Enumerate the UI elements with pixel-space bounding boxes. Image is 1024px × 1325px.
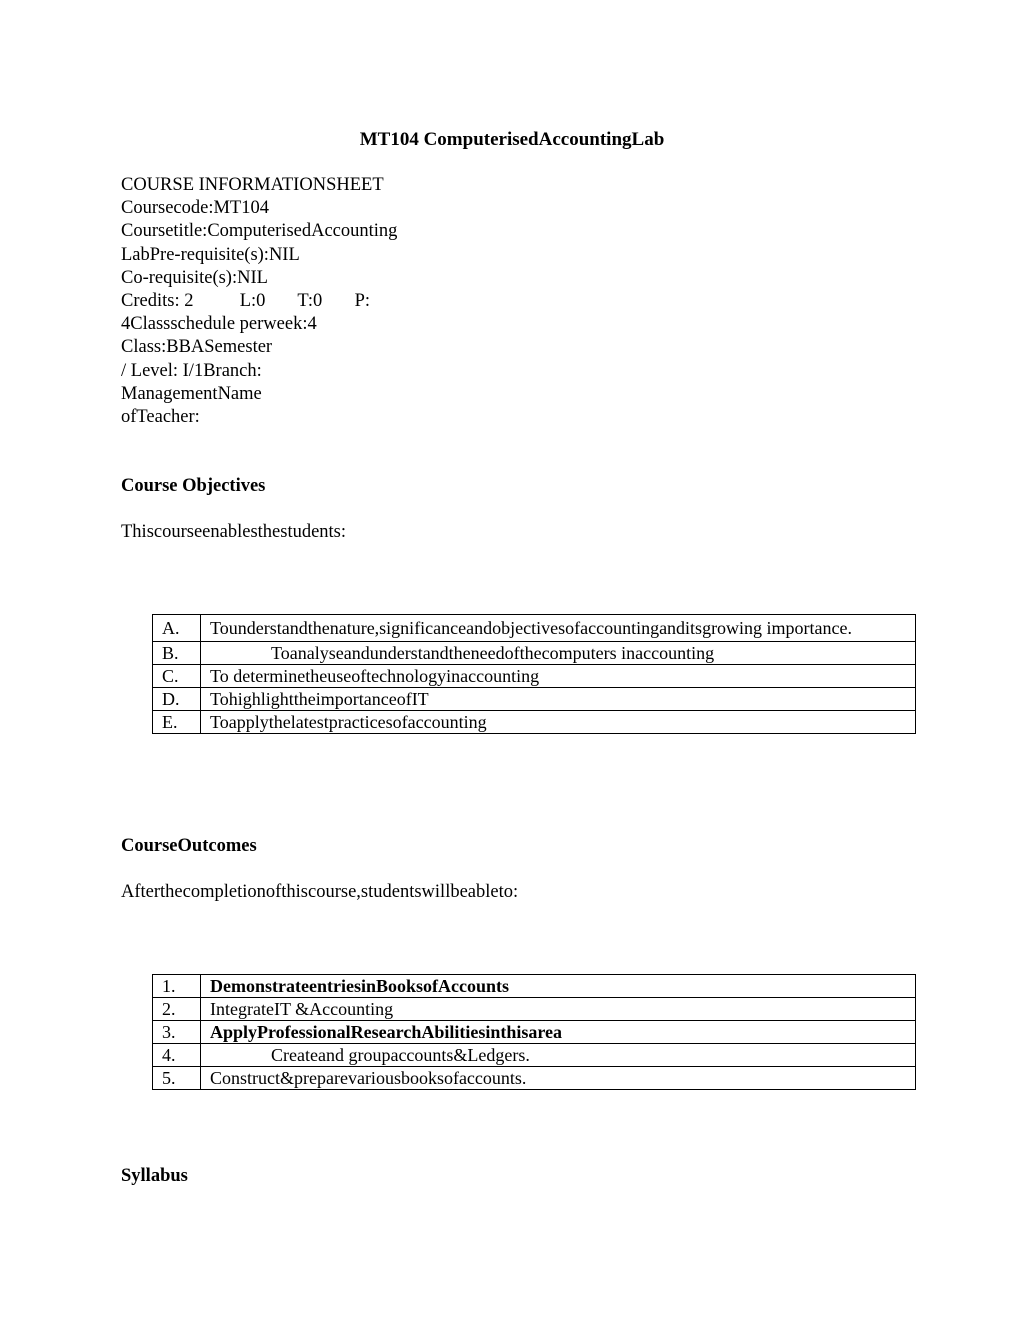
row-key: A. <box>153 615 201 642</box>
info-line: ManagementName <box>121 383 262 404</box>
info-line: / Level: I/1Branch: <box>121 360 262 381</box>
objectives-heading: Course Objectives <box>121 476 266 496</box>
table-row <box>153 615 916 642</box>
info-line: COURSE INFORMATIONSHEET <box>121 175 384 195</box>
course-information <box>121 174 397 429</box>
row-text: DemonstrateentriesinBooksofAccounts <box>201 975 916 998</box>
row-text: Toapplythelatestpracticesofaccounting <box>201 711 916 734</box>
table-row <box>153 998 916 1021</box>
row-text: ApplyProfessionalResearchAbilitiesinthisarea <box>201 1021 916 1044</box>
row-text: TohighlighttheimportanceofIT <box>201 688 916 711</box>
row-text: Construct&preparevariousbooksofaccounts. <box>201 1067 916 1090</box>
table-row <box>153 975 916 998</box>
info-line: Class:BBASemester <box>121 337 273 358</box>
row-key: 5. <box>153 1067 201 1090</box>
info-line: Co-requisite(s):NIL <box>121 267 268 288</box>
row-text: Toanalyseandunderstandtheneedofthecomputers inaccounting <box>201 642 916 665</box>
row-key: D. <box>153 688 201 711</box>
row-key: 4. <box>153 1044 201 1067</box>
info-line: Coursetitle:ComputerisedAccounting <box>121 221 398 242</box>
info-line: Credits: 2 L:0 T:0 P: <box>121 291 371 312</box>
row-key: E. <box>153 711 201 734</box>
row-key: 3. <box>153 1021 201 1044</box>
table-row <box>153 1044 916 1067</box>
row-key: C. <box>153 665 201 688</box>
objectives-table <box>152 614 916 734</box>
table-row <box>153 688 916 711</box>
info-line: Coursecode:MT104 <box>121 198 269 219</box>
info-line: ofTeacher: <box>121 407 200 428</box>
row-text: Tounderstandthenature,significanceandobjectivesofaccountinganditsgrowing importance. <box>201 615 916 642</box>
row-key: 1. <box>153 975 201 998</box>
row-key: B. <box>153 642 201 665</box>
table-row <box>153 1067 916 1090</box>
outcomes-heading: CourseOutcomes <box>121 836 257 856</box>
outcomes-intro: Afterthecompletionofthiscourse,studentswillbeableto: <box>121 882 519 902</box>
table-row <box>153 1021 916 1044</box>
table-row <box>153 711 916 734</box>
document-title: MT104 ComputerisedAccountingLab <box>359 129 665 150</box>
objectives-intro: Thiscourseenablesthestudents: <box>121 522 347 542</box>
row-text: Createand groupaccounts&Ledgers. <box>201 1044 916 1067</box>
table-row <box>153 642 916 665</box>
info-line: 4Classschedule perweek:4 <box>121 314 317 335</box>
table-row <box>153 665 916 688</box>
syllabus-heading: Syllabus <box>121 1166 188 1186</box>
outcomes-table <box>152 974 916 1090</box>
row-text: IntegrateIT &Accounting <box>201 998 916 1021</box>
row-key: 2. <box>153 998 201 1021</box>
info-line: LabPre-requisite(s):NIL <box>121 244 300 265</box>
row-text: To determinetheuseoftechnologyinaccounting <box>201 665 916 688</box>
